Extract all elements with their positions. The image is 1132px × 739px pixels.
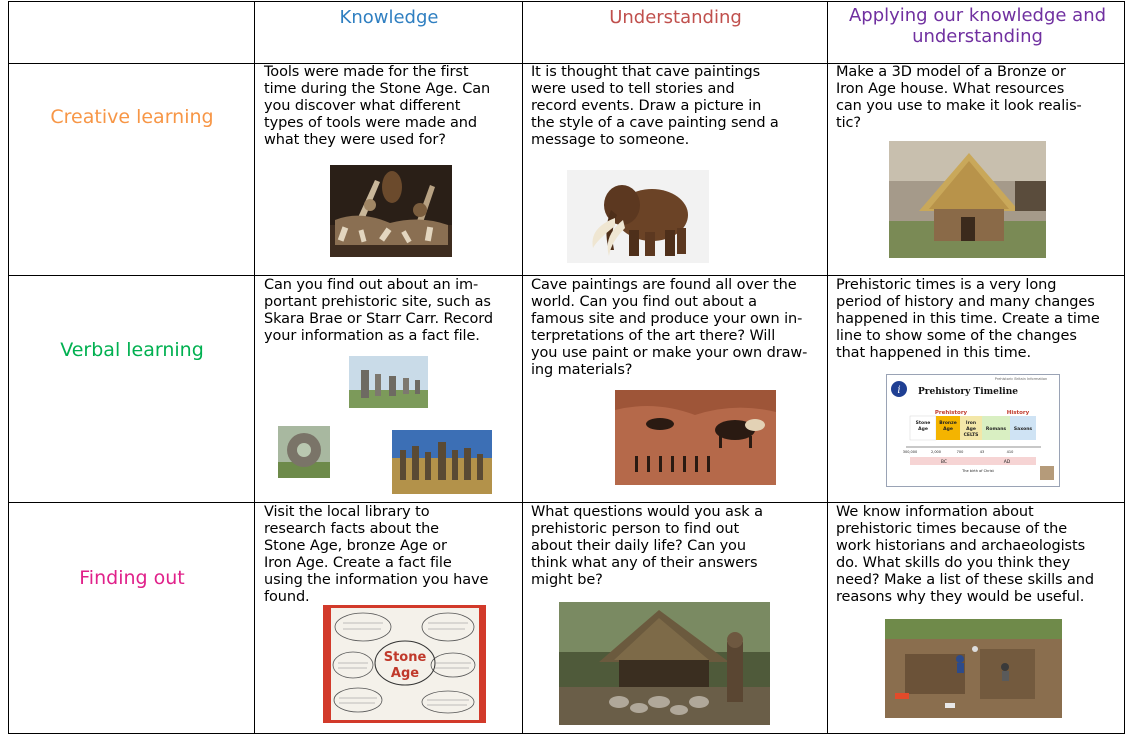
timeline-bronze-2: Age xyxy=(943,427,953,432)
text-line: were used to tell stories and xyxy=(531,81,735,97)
text-line: the style of a cave painting send a xyxy=(531,115,779,131)
iron-age-house-model-photo xyxy=(889,141,1046,258)
archaeology-dig-photo xyxy=(885,619,1062,718)
text-line: famous site and produce your own in- xyxy=(531,311,803,327)
finding-knowledge-text xyxy=(264,504,522,606)
timeline-date: 2,000 xyxy=(930,450,942,454)
text-line: that happened in this time. xyxy=(836,345,1031,361)
header-knowledge: Knowledge xyxy=(339,7,439,28)
text-line: about their daily life? Can you xyxy=(531,538,746,554)
creative-knowledge-text xyxy=(264,64,522,149)
stone-circle-photo xyxy=(392,430,492,494)
holed-stone-photo xyxy=(278,426,330,478)
timeline-prehistory: Prehistory xyxy=(934,410,968,416)
finding-understanding-text xyxy=(531,504,827,589)
timeline-bronze-1: Bronze xyxy=(939,421,957,426)
grid-line xyxy=(9,502,1124,503)
timeline-date: 43 xyxy=(979,450,985,454)
text-line: think what any of their answers xyxy=(531,555,758,571)
text-line: line to show some of the changes xyxy=(836,328,1077,344)
text-line: do. What skills do you think they xyxy=(836,555,1071,571)
text-line: Skara Brae or Starr Carr. Record xyxy=(264,311,493,327)
row-label-verbal: Verbal learning xyxy=(60,339,204,361)
timeline-iron-2: Age xyxy=(966,427,976,432)
text-line: message to someone. xyxy=(531,132,690,148)
verbal-knowledge-text xyxy=(264,277,522,345)
poster-title-line2: Age xyxy=(390,666,420,681)
timeline-date: 410 xyxy=(1006,450,1014,454)
prehistoric-camp-photo xyxy=(559,602,770,725)
text-line: can you use to make it look realis- xyxy=(836,98,1082,114)
text-line: found. xyxy=(264,589,310,605)
text-line: research facts about the xyxy=(264,521,439,537)
text-line: what they were used for? xyxy=(264,132,446,148)
text-line: work historians and archaeologists xyxy=(836,538,1086,554)
text-line: Prehistoric times is a very long xyxy=(836,277,1057,293)
timeline-romans: Romans xyxy=(985,427,1007,432)
verbal-applying-text xyxy=(836,277,1126,362)
text-line: using the information you have xyxy=(264,572,489,588)
timeline-top-note: Prehistoric Britain Information xyxy=(994,377,1048,381)
text-line: Iron Age house. What resources xyxy=(836,81,1065,97)
timeline-bc: BC xyxy=(940,460,948,465)
creative-understanding-text xyxy=(531,64,827,149)
cave-painting-photo xyxy=(615,390,776,485)
header-applying-line1: Applying our knowledge and xyxy=(848,5,1107,26)
text-line: might be? xyxy=(531,572,603,588)
text-line: Cave paintings are found all over the xyxy=(531,277,797,293)
poster-title-line1: Stone xyxy=(383,650,427,665)
text-line: time during the Stone Age. Can xyxy=(264,81,491,97)
text-line: prehistoric times because of the xyxy=(836,521,1068,537)
text-line: Visit the local library to xyxy=(264,504,430,520)
header-understanding: Understanding xyxy=(609,7,742,28)
text-line: It is thought that cave paintings xyxy=(531,64,761,80)
timeline-date: 300,000 xyxy=(902,450,918,454)
text-line: Iron Age. Create a fact file xyxy=(264,555,452,571)
text-line: you discover what different xyxy=(264,98,461,114)
text-line: you use paint or make your own draw- xyxy=(531,345,808,361)
artifact-icon xyxy=(1040,466,1054,480)
timeline-saxons: Saxons xyxy=(1013,427,1033,432)
text-line: What questions would you ask a xyxy=(531,504,763,520)
timeline-svg xyxy=(886,374,1060,487)
text-line: Make a 3D model of a Bronze or xyxy=(836,64,1066,80)
timeline-ad: AD xyxy=(1003,460,1011,465)
stone-age-tools-photo xyxy=(330,165,452,257)
standing-stones-photo xyxy=(349,356,428,408)
verbal-understanding-text xyxy=(531,277,827,379)
activity-grid xyxy=(8,1,1125,734)
text-line: record events. Draw a picture in xyxy=(531,98,762,114)
grid-line xyxy=(522,2,523,733)
text-line: Tools were made for the first xyxy=(264,64,469,80)
timeline-birth: The birth of Christ xyxy=(962,469,994,473)
timeline-title: Prehistory Timeline xyxy=(917,387,1019,397)
finding-applying-text xyxy=(836,504,1126,606)
woolly-mammoth-image xyxy=(567,170,709,263)
text-line: need? Make a list of these skills and xyxy=(836,572,1094,588)
text-line: period of history and many changes xyxy=(836,294,1095,310)
row-label-creative: Creative learning xyxy=(50,106,214,128)
timeline-stone-2: Age xyxy=(918,427,928,432)
creative-applying-text xyxy=(836,64,1126,132)
text-line: Can you find out about an im- xyxy=(264,277,479,293)
grid-line xyxy=(9,275,1124,276)
prehistory-timeline-graphic xyxy=(886,374,1060,487)
header-applying xyxy=(829,5,1126,67)
row-label-finding: Finding out xyxy=(79,567,185,589)
text-line: prehistoric person to find out xyxy=(531,521,740,537)
stone-age-poster-photo xyxy=(323,605,486,723)
text-line: reasons why they would be useful. xyxy=(836,589,1085,605)
text-line: terpretations of the art there? Will xyxy=(531,328,776,344)
text-line: ing materials? xyxy=(531,362,633,378)
timeline-iron-3: CELTS xyxy=(963,433,979,438)
svg-text:i: i xyxy=(897,385,901,396)
text-line: portant prehistoric site, such as xyxy=(264,294,491,310)
text-line: world. Can you find out about a xyxy=(531,294,757,310)
timeline-iron-1: Iron xyxy=(965,421,977,426)
text-line: Stone Age, bronze Age or xyxy=(264,538,447,554)
text-line: happened in this time. Create a time xyxy=(836,311,1100,327)
text-line: your information as a fact file. xyxy=(264,328,480,344)
timeline-stone-1: Stone xyxy=(915,421,931,426)
text-line: types of tools were made and xyxy=(264,115,477,131)
text-line: We know information about xyxy=(836,504,1034,520)
timeline-history: History xyxy=(1006,410,1030,416)
header-applying-line2: understanding xyxy=(912,26,1043,47)
timeline-date: 700 xyxy=(956,450,964,454)
text-line: tic? xyxy=(836,115,861,131)
grid-line xyxy=(827,2,828,733)
